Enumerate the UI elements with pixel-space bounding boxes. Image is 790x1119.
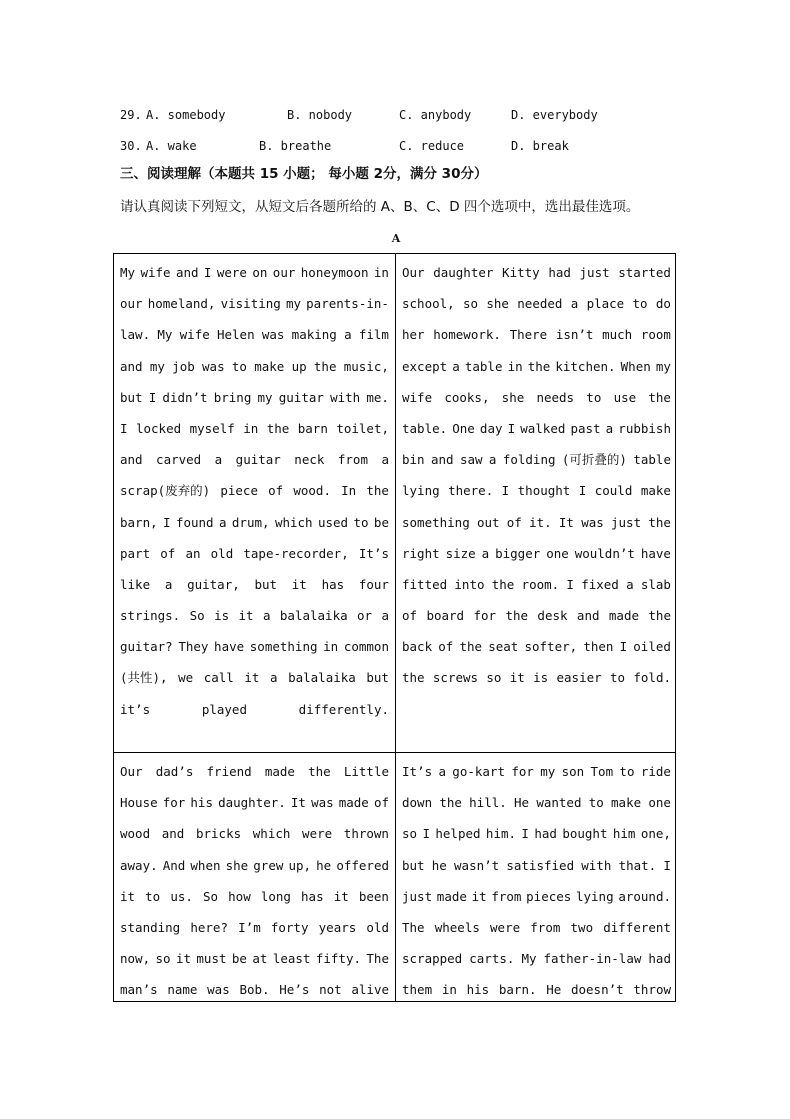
text-line: but I didn’t bring my guitar with me. (120, 389, 389, 405)
text-line: guitar? They have something in common (120, 639, 389, 655)
text-line: away. And when she grew up, he offered (120, 857, 389, 873)
text-line: fitted into the room. I fixed a slab (402, 576, 671, 592)
text-line: table. One day I walked past a rubbish (402, 420, 671, 436)
text-line: back of the seat softer, then I oiled (402, 639, 671, 655)
text-line: barn, I found a drum, which used to be (120, 514, 389, 530)
text-line: the screws so it is easier to fold. (402, 670, 671, 686)
text-line: it’s played differently. (120, 701, 389, 717)
text-line: lying there. I thought I could make (402, 483, 671, 499)
option-b: B. breathe (259, 139, 332, 153)
text-line: our homeland, visiting my parents-in- (120, 296, 389, 312)
column-divider (395, 254, 396, 1001)
option-a: A. wake (146, 139, 197, 153)
text-line: The wheels were from two different (402, 919, 671, 935)
text-line: them in his barn. He doesn’t throw (402, 982, 671, 998)
passage-table (113, 253, 676, 1002)
passage-label: A (391, 232, 401, 245)
option-a: A. somebody (146, 108, 226, 122)
text-line: school, so she needed a place to do (402, 296, 671, 312)
text-line: I locked myself in the barn toilet, (120, 420, 389, 436)
text-line: scrap(废弃的) piece of wood. In the (120, 483, 389, 499)
question-number: 30. (120, 139, 142, 153)
table-cell-top-right (402, 257, 671, 694)
text-line: standing here? I’m forty years old (120, 919, 389, 935)
text-line: of board for the desk and made the (402, 608, 671, 624)
text-line: wife cooks, she needs to use the (402, 389, 671, 405)
text-line: and carved a guitar neck from a (120, 452, 389, 468)
text-line: Our daughter Kitty had just started (402, 265, 671, 280)
section-instruction: 请认真阅读下列短文，从短文后各题所给的 A、B、C、D 四个选项中，选出最佳选项。 (120, 199, 640, 215)
text-line: scrapped carts. My father-in-law had (402, 951, 671, 967)
option-d: D. everybody (511, 108, 598, 122)
question-number: 29. (120, 108, 142, 122)
text-line: strings. So is it a balalaika or a (120, 608, 389, 624)
text-line: her homework. There isn’t much room (402, 327, 671, 343)
text-line: but he wasn’t satisfied with that. I (402, 857, 671, 873)
text-line: (共性), we call it a balalaika but (120, 670, 389, 686)
option-b: B. nobody (287, 108, 353, 122)
text-line: Our dad’s friend made the Little (120, 764, 389, 779)
text-line: man’s name was Bob. He’s not alive (120, 982, 389, 998)
table-cell-bottom-left (120, 756, 389, 1006)
section-heading: 三、阅读理解（本题共 15 小题； 每小题 2分，满分 30分） (120, 166, 488, 182)
text-line: now, so it must be at least fifty. The (120, 951, 389, 967)
text-line: right size a bigger one wouldn’t have (402, 545, 671, 561)
text-line: It’s a go-kart for my son Tom to ride (402, 764, 671, 779)
text-line: just made it from pieces lying around. (402, 888, 671, 904)
option-d: D. break (511, 139, 569, 153)
text-line: like a guitar, but it has four (120, 576, 389, 592)
text-line: House for his daughter. It was made of (120, 795, 389, 811)
option-c: C. anybody (399, 108, 472, 122)
table-cell-top-left (120, 257, 389, 725)
text-line: part of an old tape-recorder, It’s (120, 545, 389, 561)
option-c: C. reduce (399, 139, 465, 153)
table-cell-bottom-right (402, 756, 671, 1006)
text-line: so I helped him. I had bought him one, (402, 826, 671, 842)
text-line: something out of it. It was just the (402, 514, 671, 530)
text-line: and my job was to make up the music, (120, 358, 389, 374)
text-line: except a table in the kitchen. When my (402, 358, 671, 374)
text-line: it to us. So how long has it been (120, 888, 389, 904)
text-line: My wife and I were on our honeymoon in (120, 265, 389, 280)
text-line: law. My wife Helen was making a film (120, 327, 389, 343)
text-line: wood and bricks which were thrown (120, 826, 389, 842)
text-line: bin and saw a folding (可折叠的) table (402, 452, 671, 468)
row-divider (114, 752, 675, 753)
text-line: down the hill. He wanted to make one (402, 795, 671, 811)
